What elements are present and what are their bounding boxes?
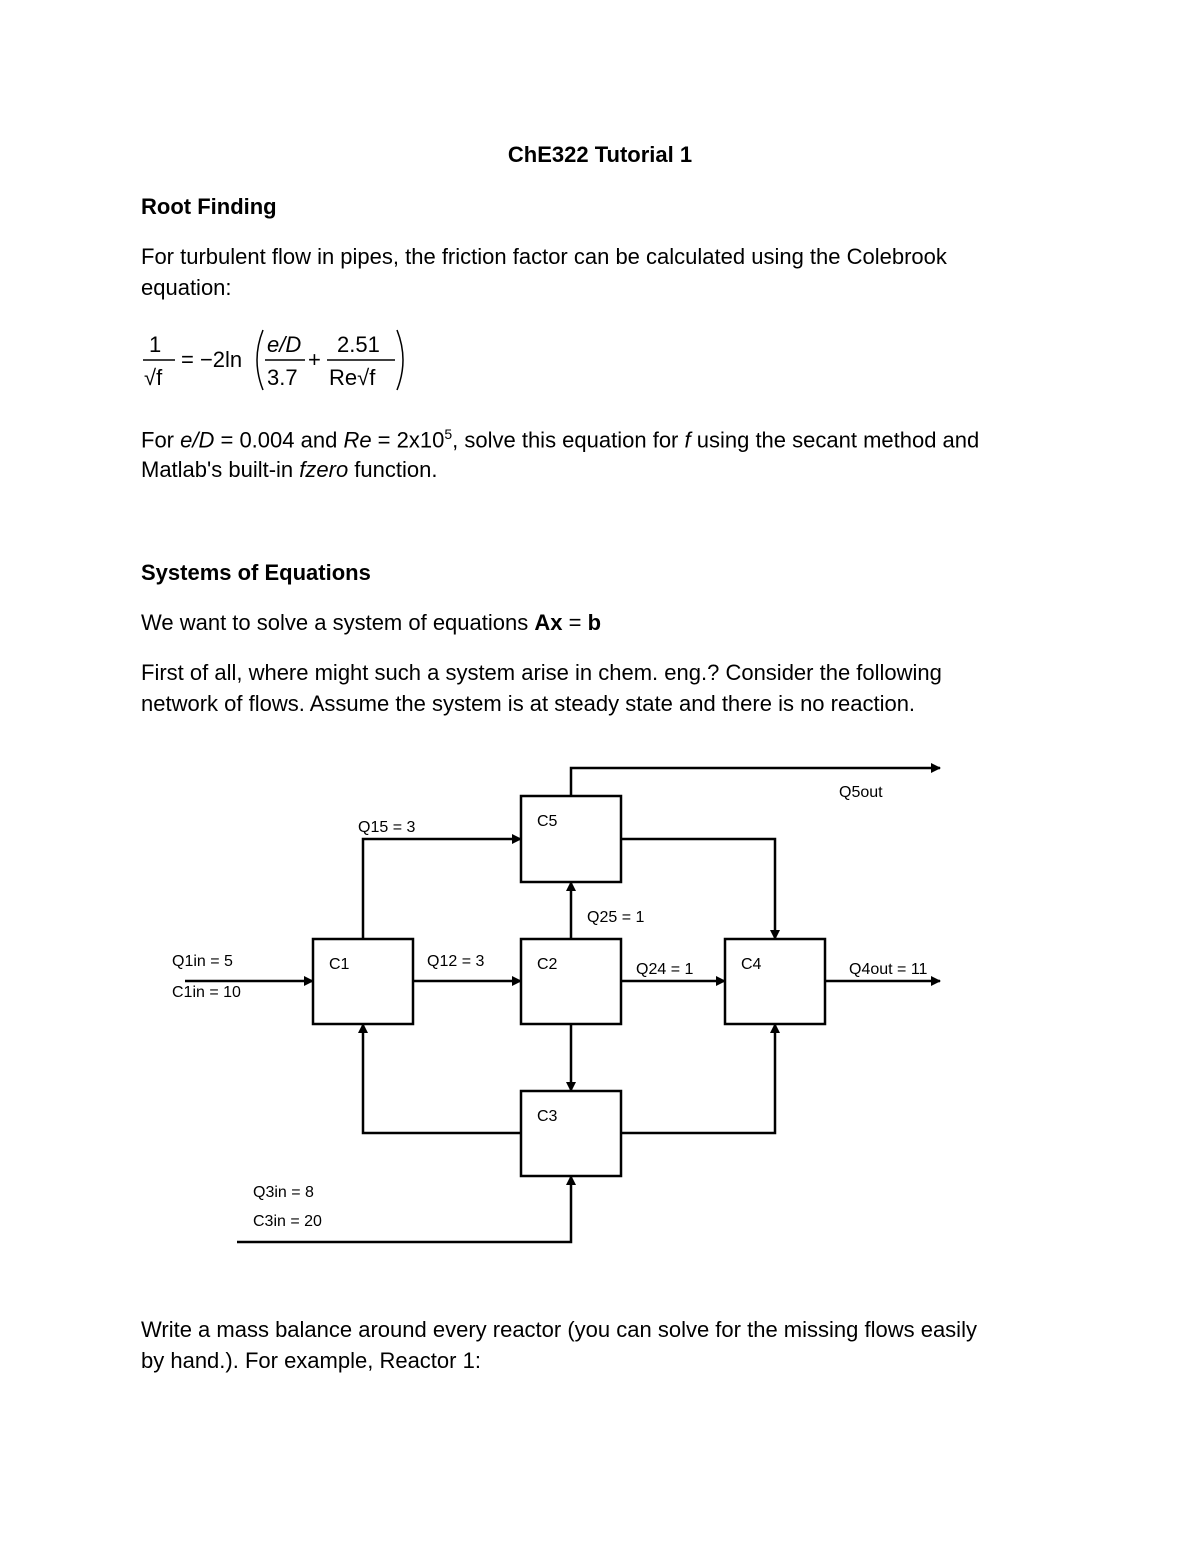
label-c3in: C3in = 20 [253,1213,322,1230]
mass-balance-line-1: Write a mass balance around every reactor (you can solve for the missing flows easily [141,1317,977,1342]
reactor-c4-label: C4 [741,956,762,973]
reactor-c2-box [521,939,621,1024]
eq-frac2-denominator: Re√f [329,365,376,390]
eq-lhs-denominator: √f [144,365,163,390]
eq-left-paren [257,330,263,390]
label-q24: Q24 = 1 [636,961,694,978]
reactor-c4-box [725,939,825,1024]
systems-para-line-1: First of all, where might such a system arise in chem. eng.? Consider the following [141,660,942,685]
label-q4out: Q4out = 11 [849,961,928,978]
arrow-q15 [363,839,521,939]
task-line-1: For e/D = 0.004 and $Re = 2x10^5$, solve this equation for f using the secant method and [141,426,980,453]
label-q1in: Q1in = 5 [172,953,233,970]
eq-right-paren [397,330,403,390]
page-title: ChE322 Tutorial 1 [507,142,693,167]
reactor-c2-label: C2 [537,956,558,973]
label-q25: Q25 = 1 [587,909,645,926]
reactor-c5-label: C5 [537,813,558,830]
label-q15: Q15 = 3 [358,819,416,836]
label-q5out: Q5out [839,784,883,801]
task-line-2: Matlab's built-in fzero function. [141,457,438,482]
flow-network-diagram [0,740,1200,1270]
mass-balance-line-2: by hand.). For example, Reactor 1: [141,1348,481,1373]
arrow-c3-to-c1 [363,1024,521,1133]
intro-line-2: equation: [141,275,232,300]
reactor-c3-label: C3 [537,1108,558,1125]
arrow-q5out [571,768,940,796]
systems-heading: Systems of Equations [141,560,371,585]
reactor-c1-label: C1 [329,956,350,973]
reactor-c1-box [313,939,413,1024]
eq-equals-ln: = −2ln [181,347,243,372]
eq-lhs-numerator: 1 [149,332,162,357]
label-c1in: C1in = 10 [172,984,241,1001]
eq-frac2-numerator: 2.51 [337,332,380,357]
colebrook-equation [141,322,441,402]
reactor-c5-box [521,796,621,882]
systems-line-1: We want to solve a system of equations Ax = b [141,610,602,635]
reactor-c3-box [521,1091,621,1176]
systems-para-line-2: network of flows. Assume the system is at steady state and there is no reaction. [141,691,916,716]
eq-plus: + [308,347,321,372]
label-q12: Q12 = 3 [427,953,485,970]
root-finding-heading: Root Finding [141,194,277,219]
eq-frac1-denominator: 3.7 [267,365,298,390]
label-q3in: Q3in = 8 [253,1184,314,1201]
intro-line-1: For turbulent flow in pipes, the friction factor can be calculated using the Colebrook [141,244,947,269]
arrow-c3-to-c4 [621,1024,775,1133]
eq-frac1-numerator: e/D [267,332,302,357]
